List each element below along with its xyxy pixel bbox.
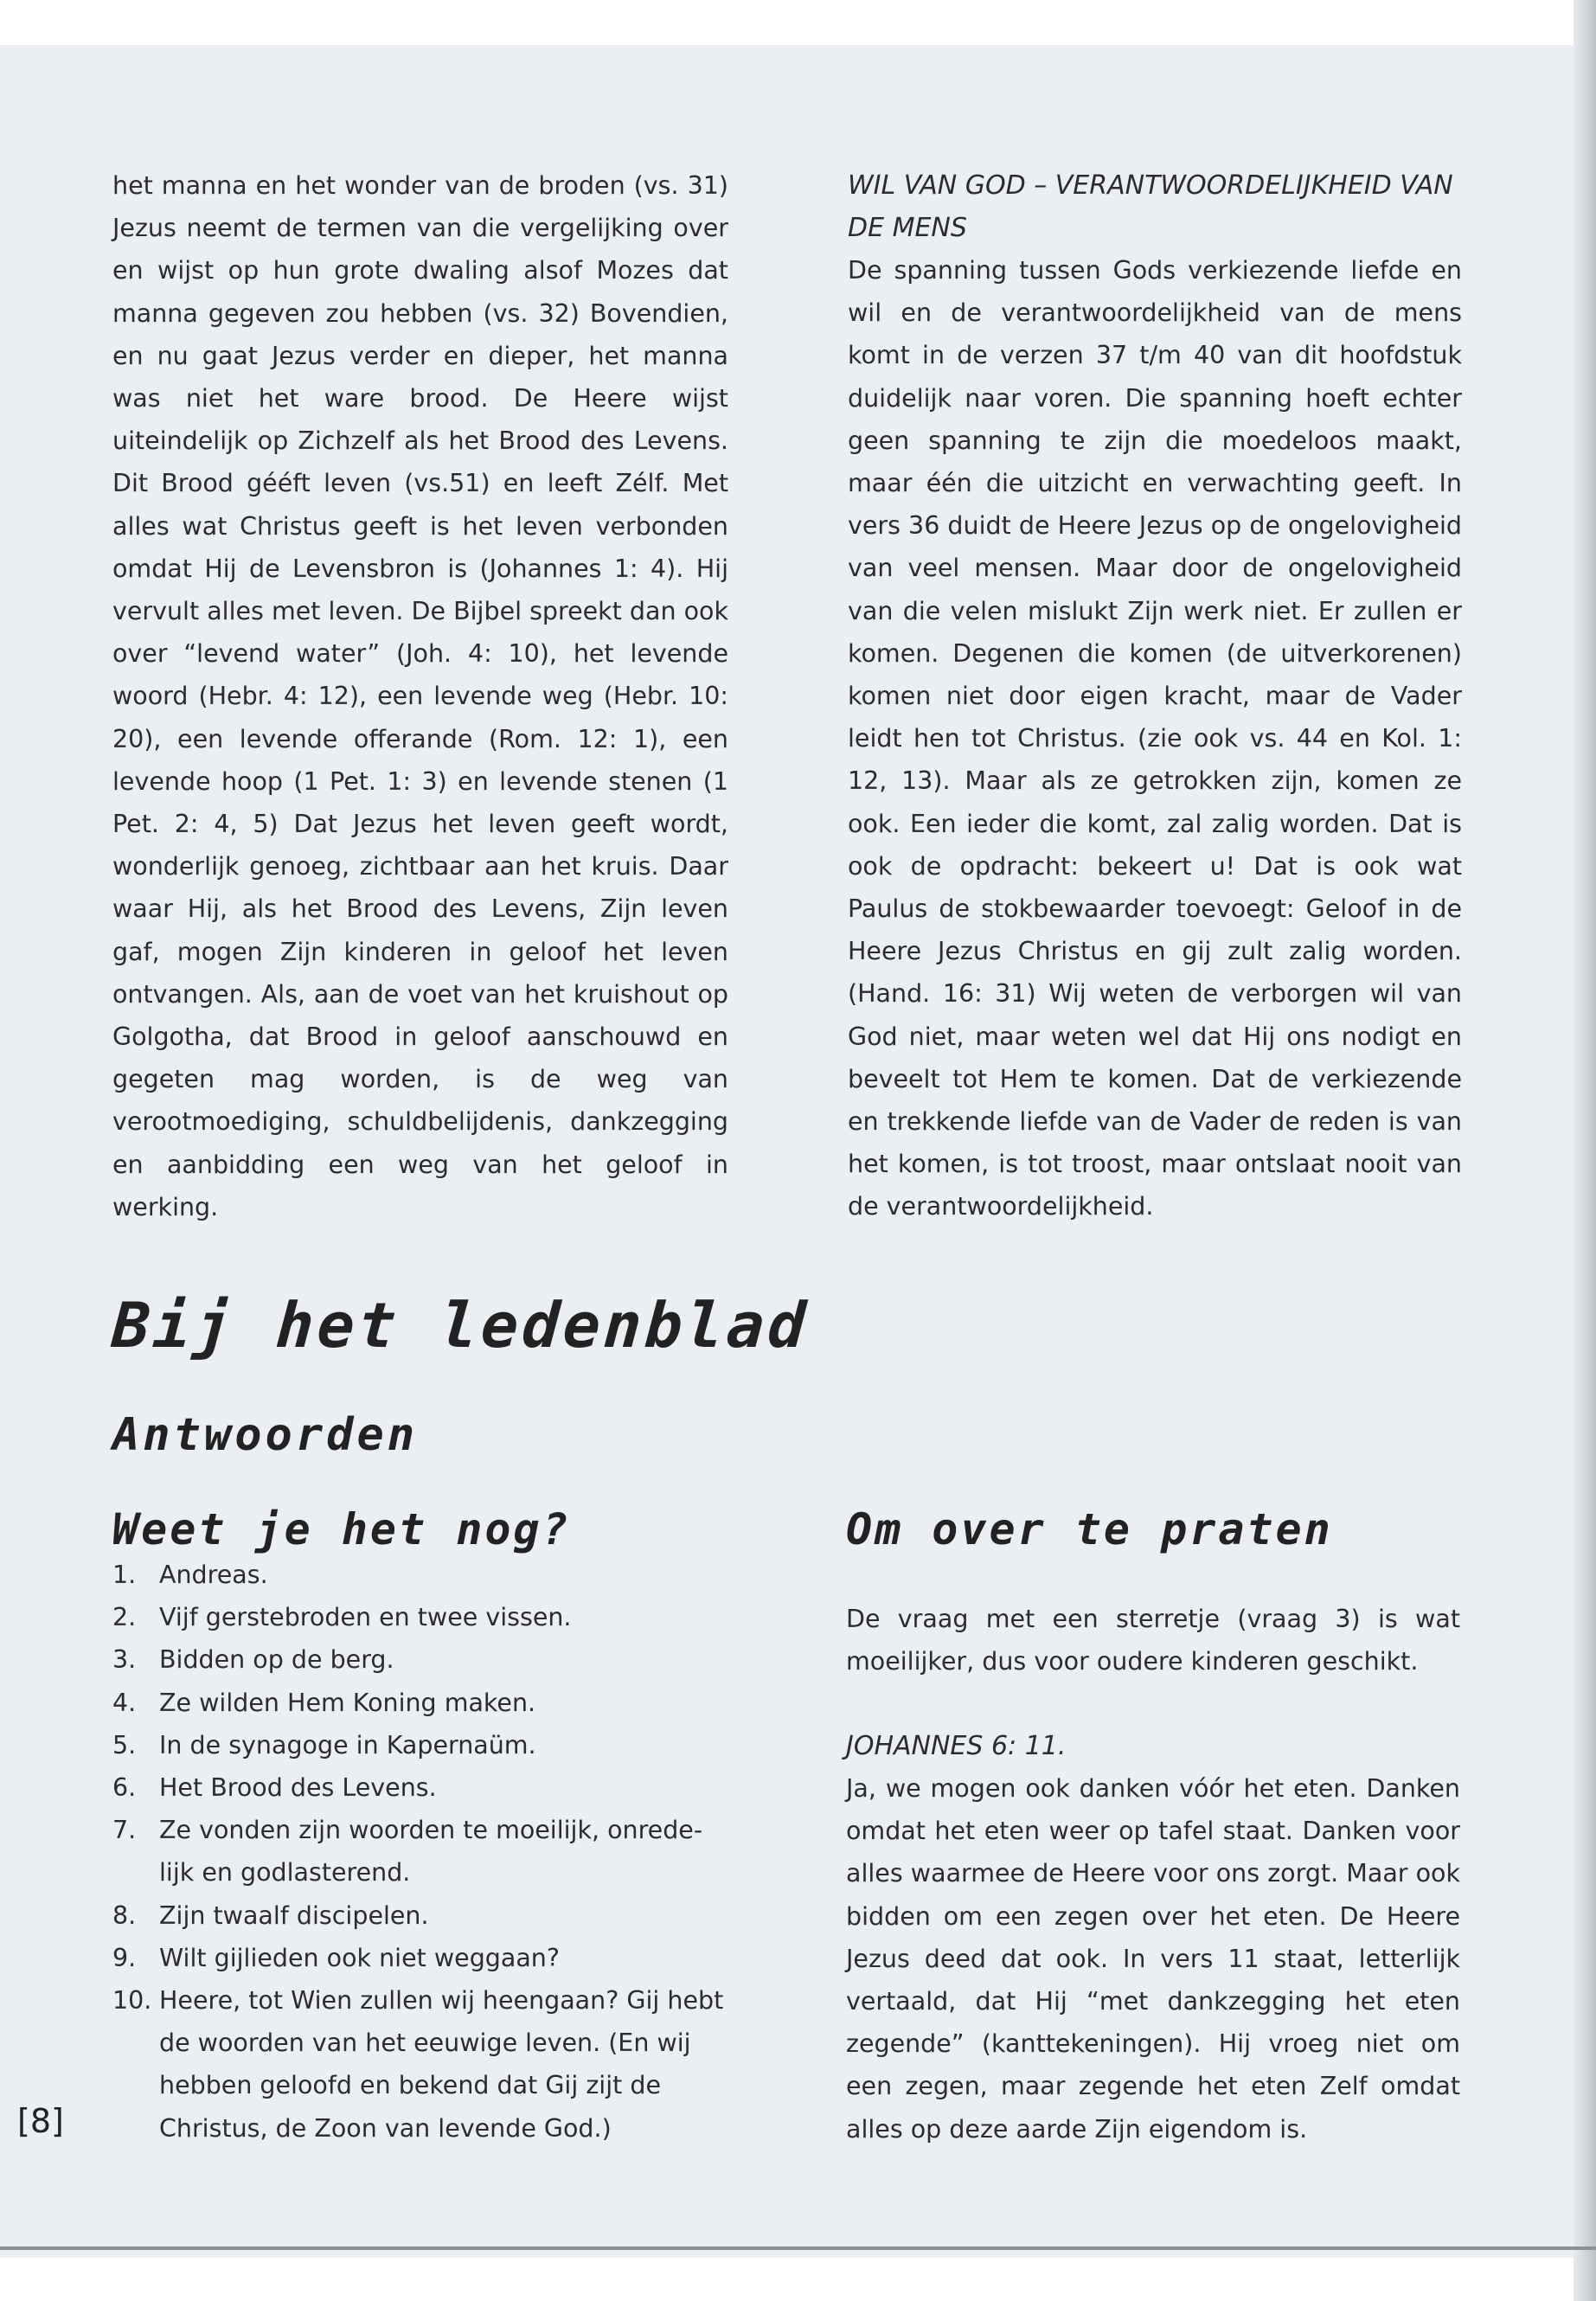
item-number: 1. — [112, 1561, 137, 1589]
discuss-intro: De vraag met een sterretje (vraag 3) is wat moeilijker, dus voor oudere kinderen geschikt. — [846, 1605, 1460, 1676]
list-item — [112, 1979, 735, 2150]
discuss-paragraph: Ja, we mogen ook danken vóór het eten. Danken omdat het eten weer op tafel staat. Danken voor alles waarmee de Heere voor ons zorgt. Maar ook bidden om een zegen over het eten. De Heere Jezus deed dat ook. In vers 11 staat, letterlijk vertaald, dat Hij “met dankzegging het eten zegende” (kanttekeningen). Hij vroeg niet om een zegen, maar zegende het eten Zelf omdat alles op deze aarde Zijn eigendom is. — [846, 1774, 1460, 2144]
list-item — [112, 1937, 735, 1979]
item-number: 2. — [112, 1603, 137, 1632]
item-number: 9. — [112, 1943, 137, 1972]
section-title: Bij het ledenblad — [110, 1289, 811, 1362]
right-top-heading: WIL VAN GOD – VERANTWOORDELIJKHEID VAN DE MENS — [848, 170, 1453, 243]
quiz-heading: Weet je het nog? — [112, 1504, 571, 1554]
item-text: Andreas. — [159, 1561, 268, 1589]
list-item — [112, 1809, 735, 1894]
list-item — [112, 1554, 735, 1596]
bottom-rule — [0, 2247, 1596, 2250]
left-column-top — [112, 164, 728, 1228]
list-item — [112, 1638, 735, 1681]
item-text: Heere, tot Wien zullen wij heengaan? Gij hebt de woorden van het eeuwige leven. (En wij hebben geloofd en bekend dat Gij zijt de Christus, de Zoon van levende God.) — [159, 1986, 724, 2143]
list-item — [112, 1596, 735, 1638]
item-text: Ze wilden Hem Koning maken. — [159, 1688, 536, 1717]
answers-title: Antwoorden — [112, 1409, 419, 1461]
discuss-reference-block — [846, 1725, 1460, 2150]
list-item — [112, 1724, 735, 1766]
item-number: 4. — [112, 1688, 137, 1717]
discuss-reference: JOHANNES 6: 11. — [846, 1731, 1067, 1761]
item-text: In de synagoge in Kapernaüm. — [159, 1730, 536, 1759]
item-number: 5. — [112, 1730, 137, 1759]
item-text: Bidden op de berg. — [159, 1645, 394, 1675]
list-item — [112, 1894, 735, 1937]
page-edge-shadow — [1574, 0, 1596, 2301]
item-number: 3. — [112, 1645, 137, 1675]
item-number: 10. — [112, 1986, 152, 2016]
item-number: 7. — [112, 1816, 137, 1845]
item-text: Ze vonden zijn woorden te moeilijk, onrede-lijk en godlasterend. — [159, 1816, 703, 1888]
answers-list — [112, 1554, 735, 2150]
item-text: Wilt gijlieden ook niet weggaan? — [159, 1943, 560, 1972]
discuss-intro-block — [846, 1598, 1460, 1682]
item-text: Zijn twaalf discipelen. — [159, 1900, 429, 1930]
right-top-paragraph: De spanning tussen Gods verkiezende liefde en wil en de verantwoordelijkheid van de mens komt in de verzen 37 t/m 40 van dit hoofdstuk duidelijk naar voren. Die spanning hoeft echter geen spanning te zijn die moedeloos maakt, maar één die uitzicht en verwachting geeft. In vers 36 duidt de Heere Jezus op de ongelovigheid van veel mensen. Maar door de ongelovigheid van die velen mislukt Zijn werk niet. Er zullen er komen. Degenen die komen (de uitverkorenen) komen niet door eigen kracht, maar de Vader leidt hen tot Christus. (zie ook vs. 44 en Kol. 1: 12, 13). Maar als ze getrokken zijn, komen ze ook. Een ieder die komt, zal zalig worden. Dat is ook de opdracht: bekeert u! Dat is ook wat Paulus de stokbewaarder toevoegt: Geloof in de Heere Jezus Christus en gij zult zalig worden. (Hand. 16: 31) Wij weten de verborgen wil van God niet, maar weten wel dat Hij ons nodigt en beveelt tot Hem te komen. Dat de verkiezende en trekkende liefde van de Vader de reden is van het komen, is tot troost, maar ontslaat nooit van de verantwoordelijkheid. — [848, 256, 1462, 1221]
right-column-top — [848, 164, 1462, 1228]
list-item — [112, 1682, 735, 1724]
left-top-paragraph: het manna en het wonder van de broden (vs. 31) Jezus neemt de termen van die vergelijking over en wijst op hun grote dwaling alsof Mozes dat manna gegeven zou hebben (vs. 32) Bovendien, en nu gaat Jezus verder en dieper, het manna was niet het ware brood. De Heere wijst uiteindelijk op Zichzelf als het Brood des Levens. Dit Brood gééft leven (vs.51) en leeft Zélf. Met alles wat Christus geeft is het leven verbonden omdat Hij de Levensbron is (Johannes 1: 4). Hij vervult alles met leven. De Bijbel spreekt dan ook over “levend water” (Joh. 4: 10), het levende woord (Hebr. 4: 12), een levende weg (Hebr. 10: 20), een levende offerande (Rom. 12: 1), een levende hoop (1 Pet. 1: 3) en levende stenen (1 Pet. 2: 4, 5) Dat Jezus het leven geeft wordt, wonderlijk genoeg, zichtbaar aan het kruis. Daar waar Hij, als het Brood des Levens, Zijn leven gaf, mogen Zijn kinderen in geloof het leven ontvangen. Als, aan de voet van het kruishout op Golgotha, dat Brood in geloof aanschouwd en gegeten mag worden, is de weg van verootmoediging, schuldbelijdenis, dankzegging en aanbidding een weg van het geloof in werking. — [112, 171, 728, 1221]
item-number: 6. — [112, 1773, 137, 1803]
list-item — [112, 1766, 735, 1809]
item-text: Het Brood des Levens. — [159, 1773, 437, 1803]
item-number: 8. — [112, 1900, 137, 1930]
discuss-heading: Om over te praten — [846, 1504, 1333, 1554]
page-number: [8] — [17, 2102, 64, 2140]
item-text: Vijf gerstebroden en twee vissen. — [159, 1603, 572, 1632]
